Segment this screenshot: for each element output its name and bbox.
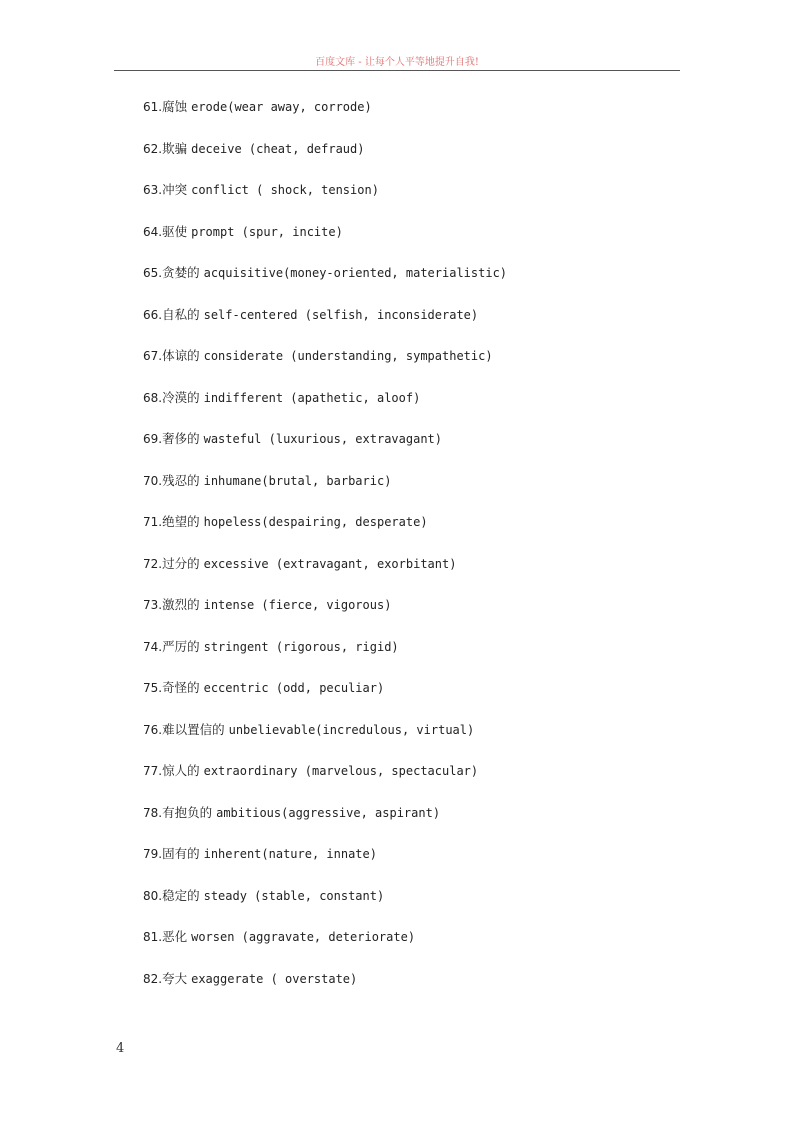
entry-english: stringent (rigorous, rigid) xyxy=(203,639,399,654)
list-item xyxy=(143,969,703,1011)
list-item xyxy=(143,222,703,264)
entry-number: 68. xyxy=(143,390,163,405)
entry-chinese: 奇怪的 xyxy=(162,680,200,695)
list-item xyxy=(143,97,703,139)
entry-chinese: 过分的 xyxy=(162,555,200,571)
entry-number: 61. xyxy=(143,100,163,114)
list-item xyxy=(143,761,703,803)
entry-chinese: 冲突 xyxy=(162,182,188,197)
entry-english: exaggerate ( overstate) xyxy=(191,971,358,986)
entry-number: 63. xyxy=(143,183,163,197)
list-item xyxy=(143,263,703,305)
entry-english: wasteful (luxurious, extravagant) xyxy=(203,432,443,446)
header-divider xyxy=(114,70,680,71)
entry-number: 79. xyxy=(143,847,163,861)
entry-english: considerate (understanding, sympathetic) xyxy=(203,349,493,363)
entry-english: extraordinary (marvelous, spectacular) xyxy=(203,764,479,778)
entry-number: 77. xyxy=(143,764,163,778)
entry-english: ambitious(aggressive, aspirant) xyxy=(216,805,441,820)
entry-english: inhumane(brutal, barbaric) xyxy=(203,473,392,488)
entry-chinese: 严厉的 xyxy=(162,638,200,654)
list-item xyxy=(143,595,703,637)
entry-chinese: 固有的 xyxy=(162,846,200,861)
entry-chinese: 恶化 xyxy=(162,929,188,944)
entry-chinese: 夸大 xyxy=(162,970,188,986)
entry-english: excessive (extravagant, exorbitant) xyxy=(203,556,457,571)
entry-english: acquisitive(money-oriented, materialistic) xyxy=(203,266,508,280)
entry-english: self-centered (selfish, inconsiderate) xyxy=(203,307,479,322)
entry-english: hopeless(despairing, desperate) xyxy=(203,515,428,529)
entry-chinese: 激烈的 xyxy=(162,597,200,612)
entry-number: 62. xyxy=(143,141,163,156)
list-item xyxy=(143,512,703,554)
entry-number: 64. xyxy=(143,224,163,239)
entry-chinese: 自私的 xyxy=(162,306,200,322)
list-item xyxy=(143,637,703,679)
entry-number: 78. xyxy=(143,805,163,820)
entry-chinese: 奢侈的 xyxy=(162,431,200,446)
list-item xyxy=(143,305,703,347)
entry-chinese: 驱使 xyxy=(162,223,188,239)
vocabulary-list xyxy=(143,97,703,1010)
entry-number: 72. xyxy=(143,556,163,571)
entry-chinese: 欺骗 xyxy=(162,140,188,156)
entry-number: 71. xyxy=(143,515,163,529)
list-item xyxy=(143,844,703,886)
entry-number: 80. xyxy=(143,888,163,903)
entry-english: intense (fierce, vigorous) xyxy=(203,598,392,612)
list-item xyxy=(143,139,703,181)
entry-english: conflict ( shock, tension) xyxy=(191,183,379,197)
list-item xyxy=(143,471,703,513)
entry-number: 70. xyxy=(143,473,163,488)
entry-number: 74. xyxy=(143,639,163,654)
entry-chinese: 稳定的 xyxy=(162,887,200,903)
entry-english: steady (stable, constant) xyxy=(203,888,385,903)
entry-number: 82. xyxy=(143,971,163,986)
entry-english: prompt (spur, incite) xyxy=(191,224,343,239)
list-item xyxy=(143,720,703,762)
entry-chinese: 冷漠的 xyxy=(162,389,200,405)
entry-number: 66. xyxy=(143,307,163,322)
entry-english: erode(wear away, corrode) xyxy=(191,100,372,114)
entry-chinese: 难以置信的 xyxy=(162,721,225,737)
entry-chinese: 腐蚀 xyxy=(162,99,188,114)
entry-english: deceive (cheat, defraud) xyxy=(191,141,365,156)
list-item xyxy=(143,429,703,471)
entry-chinese: 贪婪的 xyxy=(162,265,200,280)
entry-chinese: 惊人的 xyxy=(162,763,200,778)
entry-english: worsen (aggravate, deteriorate) xyxy=(191,930,416,944)
list-item xyxy=(143,886,703,928)
list-item xyxy=(143,927,703,969)
entry-number: 76. xyxy=(143,722,163,737)
entry-number: 75. xyxy=(143,681,163,695)
list-item xyxy=(143,346,703,388)
entry-chinese: 残忍的 xyxy=(162,472,200,488)
page-number: 4 xyxy=(116,1041,125,1056)
entry-english: eccentric (odd, peculiar) xyxy=(203,681,385,695)
entry-chinese: 体谅的 xyxy=(162,348,200,363)
entry-english: inherent(nature, innate) xyxy=(203,847,377,861)
entry-number: 73. xyxy=(143,598,163,612)
list-item xyxy=(143,388,703,430)
entry-number: 67. xyxy=(143,349,163,363)
entry-english: indifferent (apathetic, aloof) xyxy=(203,390,421,405)
list-item xyxy=(143,180,703,222)
entry-chinese: 绝望的 xyxy=(162,514,200,529)
list-item xyxy=(143,803,703,845)
page-header: 百度文库 - 让每个人平等地提升自我! xyxy=(315,57,479,68)
entry-chinese: 有抱负的 xyxy=(162,804,213,820)
entry-number: 81. xyxy=(143,930,163,944)
list-item xyxy=(143,554,703,596)
entry-number: 69. xyxy=(143,432,163,446)
entry-english: unbelievable(incredulous, virtual) xyxy=(228,722,475,737)
entry-number: 65. xyxy=(143,266,163,280)
list-item xyxy=(143,678,703,720)
